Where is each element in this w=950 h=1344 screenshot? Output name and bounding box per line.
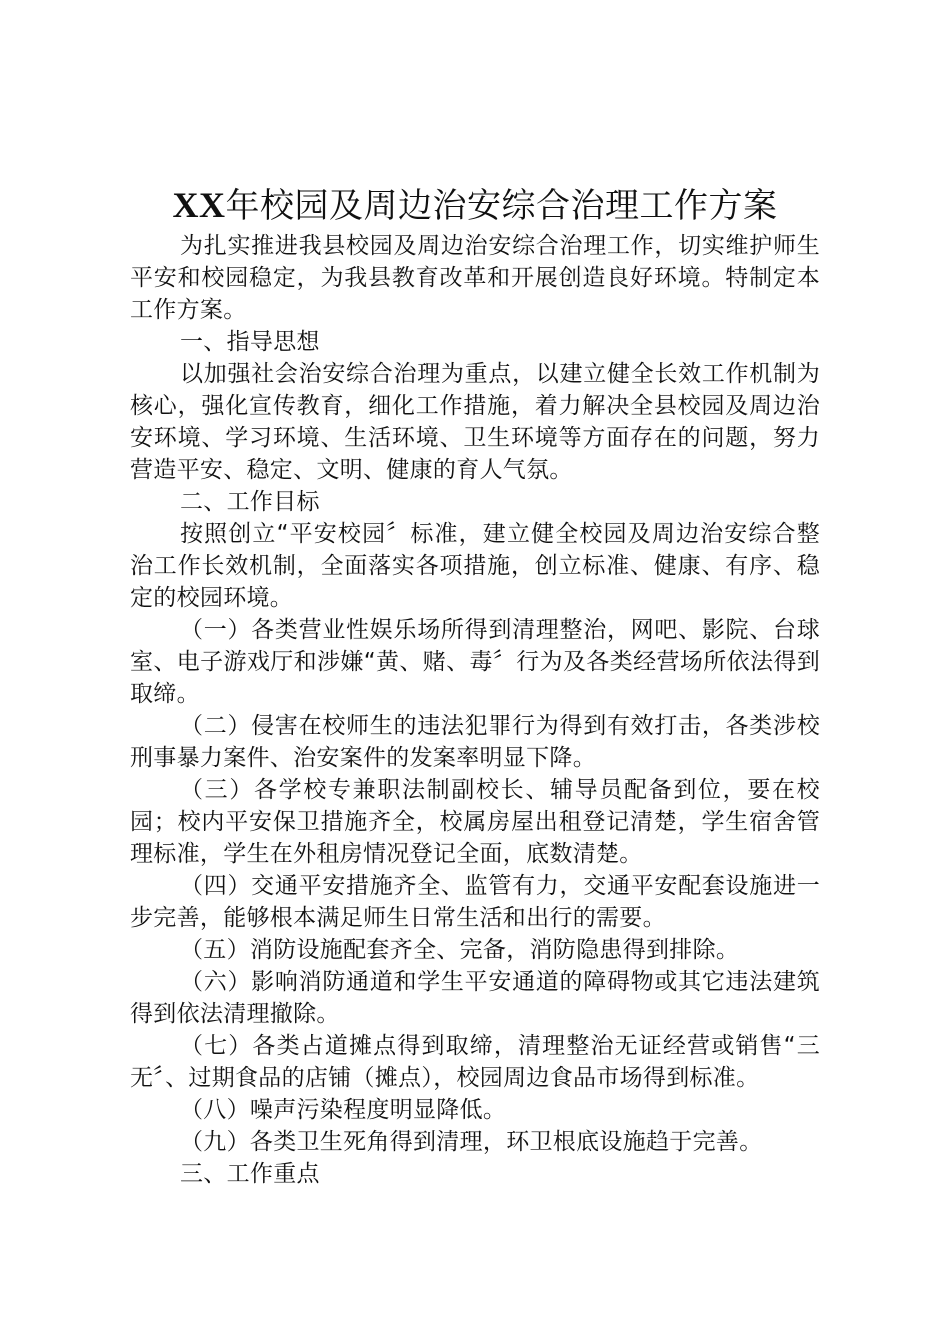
goal-item-8: （八）噪声污染程度明显降低。: [180, 1097, 507, 1123]
guiding-thought-paragraph: 以加强社会治安综合治理为重点，以建立健全长效工作机制为核心，强化宣传教育，细化工作措施，着力解决全县校园及周边治安环境、学习环境、生活环境、卫生环境等方面存在的问题，努力营造平安、稳定、文明、健康的育人气氛。: [130, 361, 820, 483]
goal-item-5: （五）消防设施配套齐全、完备，消防隐患得到排除。: [180, 937, 740, 963]
document-title: [130, 185, 820, 226]
goal-item-1: （一）各类营业性娱乐场所得到清理整治，网吧、影院、台球室、电子游戏厅和涉嫌“黄、赌、毒〞行为及各类经营场所依法得到取缔。: [130, 617, 820, 707]
section-heading-work-goals: 二、工作目标: [180, 489, 320, 515]
goal-item-9: （九）各类卫生死角得到清理，环卫根底设施趋于完善。: [180, 1129, 763, 1155]
section-heading-guiding-thought: 一、指导思想: [180, 329, 320, 355]
goal-item-2: （二）侵害在校师生的违法犯罪行为得到有效打击，各类涉校刑事暴力案件、治安案件的发案率明显下降。: [130, 713, 820, 771]
goal-item-7: （七）各类占道摊点得到取缔，清理整治无证经营或销售“三无〞、过期食品的店铺（摊点），校园周边食品市场得到标准。: [130, 1033, 820, 1091]
title-prefix: XX: [172, 185, 226, 225]
document-body: [130, 185, 820, 1190]
intro-paragraph: 为扎实推进我县校园及周边治安综合治理工作，切实维护师生平安和校园稳定，为我县教育改革和开展创造良好环境。特制定本工作方案。: [130, 233, 820, 323]
section-heading-work-focus: 三、工作重点: [180, 1161, 320, 1187]
goal-item-4: （四）交通平安措施齐全、监管有力，交通平安配套设施进一步完善，能够根本满足师生日常生活和出行的需要。: [130, 873, 820, 931]
goal-item-3: （三）各学校专兼职法制副校长、辅导员配备到位，要在校园；校内平安保卫措施齐全，校属房屋出租登记清楚，学生宿舍管理标准，学生在外租房情况登记全面，底数清楚。: [130, 777, 820, 867]
goal-item-6: （六）影响消防通道和学生平安通道的障碍物或其它违法建筑得到依法清理撤除。: [130, 969, 820, 1027]
title-text: 年校园及周边治安综合治理工作方案: [225, 186, 778, 226]
work-goals-paragraph: 按照创立“平安校园〞标准，建立健全校园及周边治安综合整治工作长效机制，全面落实各项措施，创立标准、健康、有序、稳定的校园环境。: [130, 521, 820, 611]
